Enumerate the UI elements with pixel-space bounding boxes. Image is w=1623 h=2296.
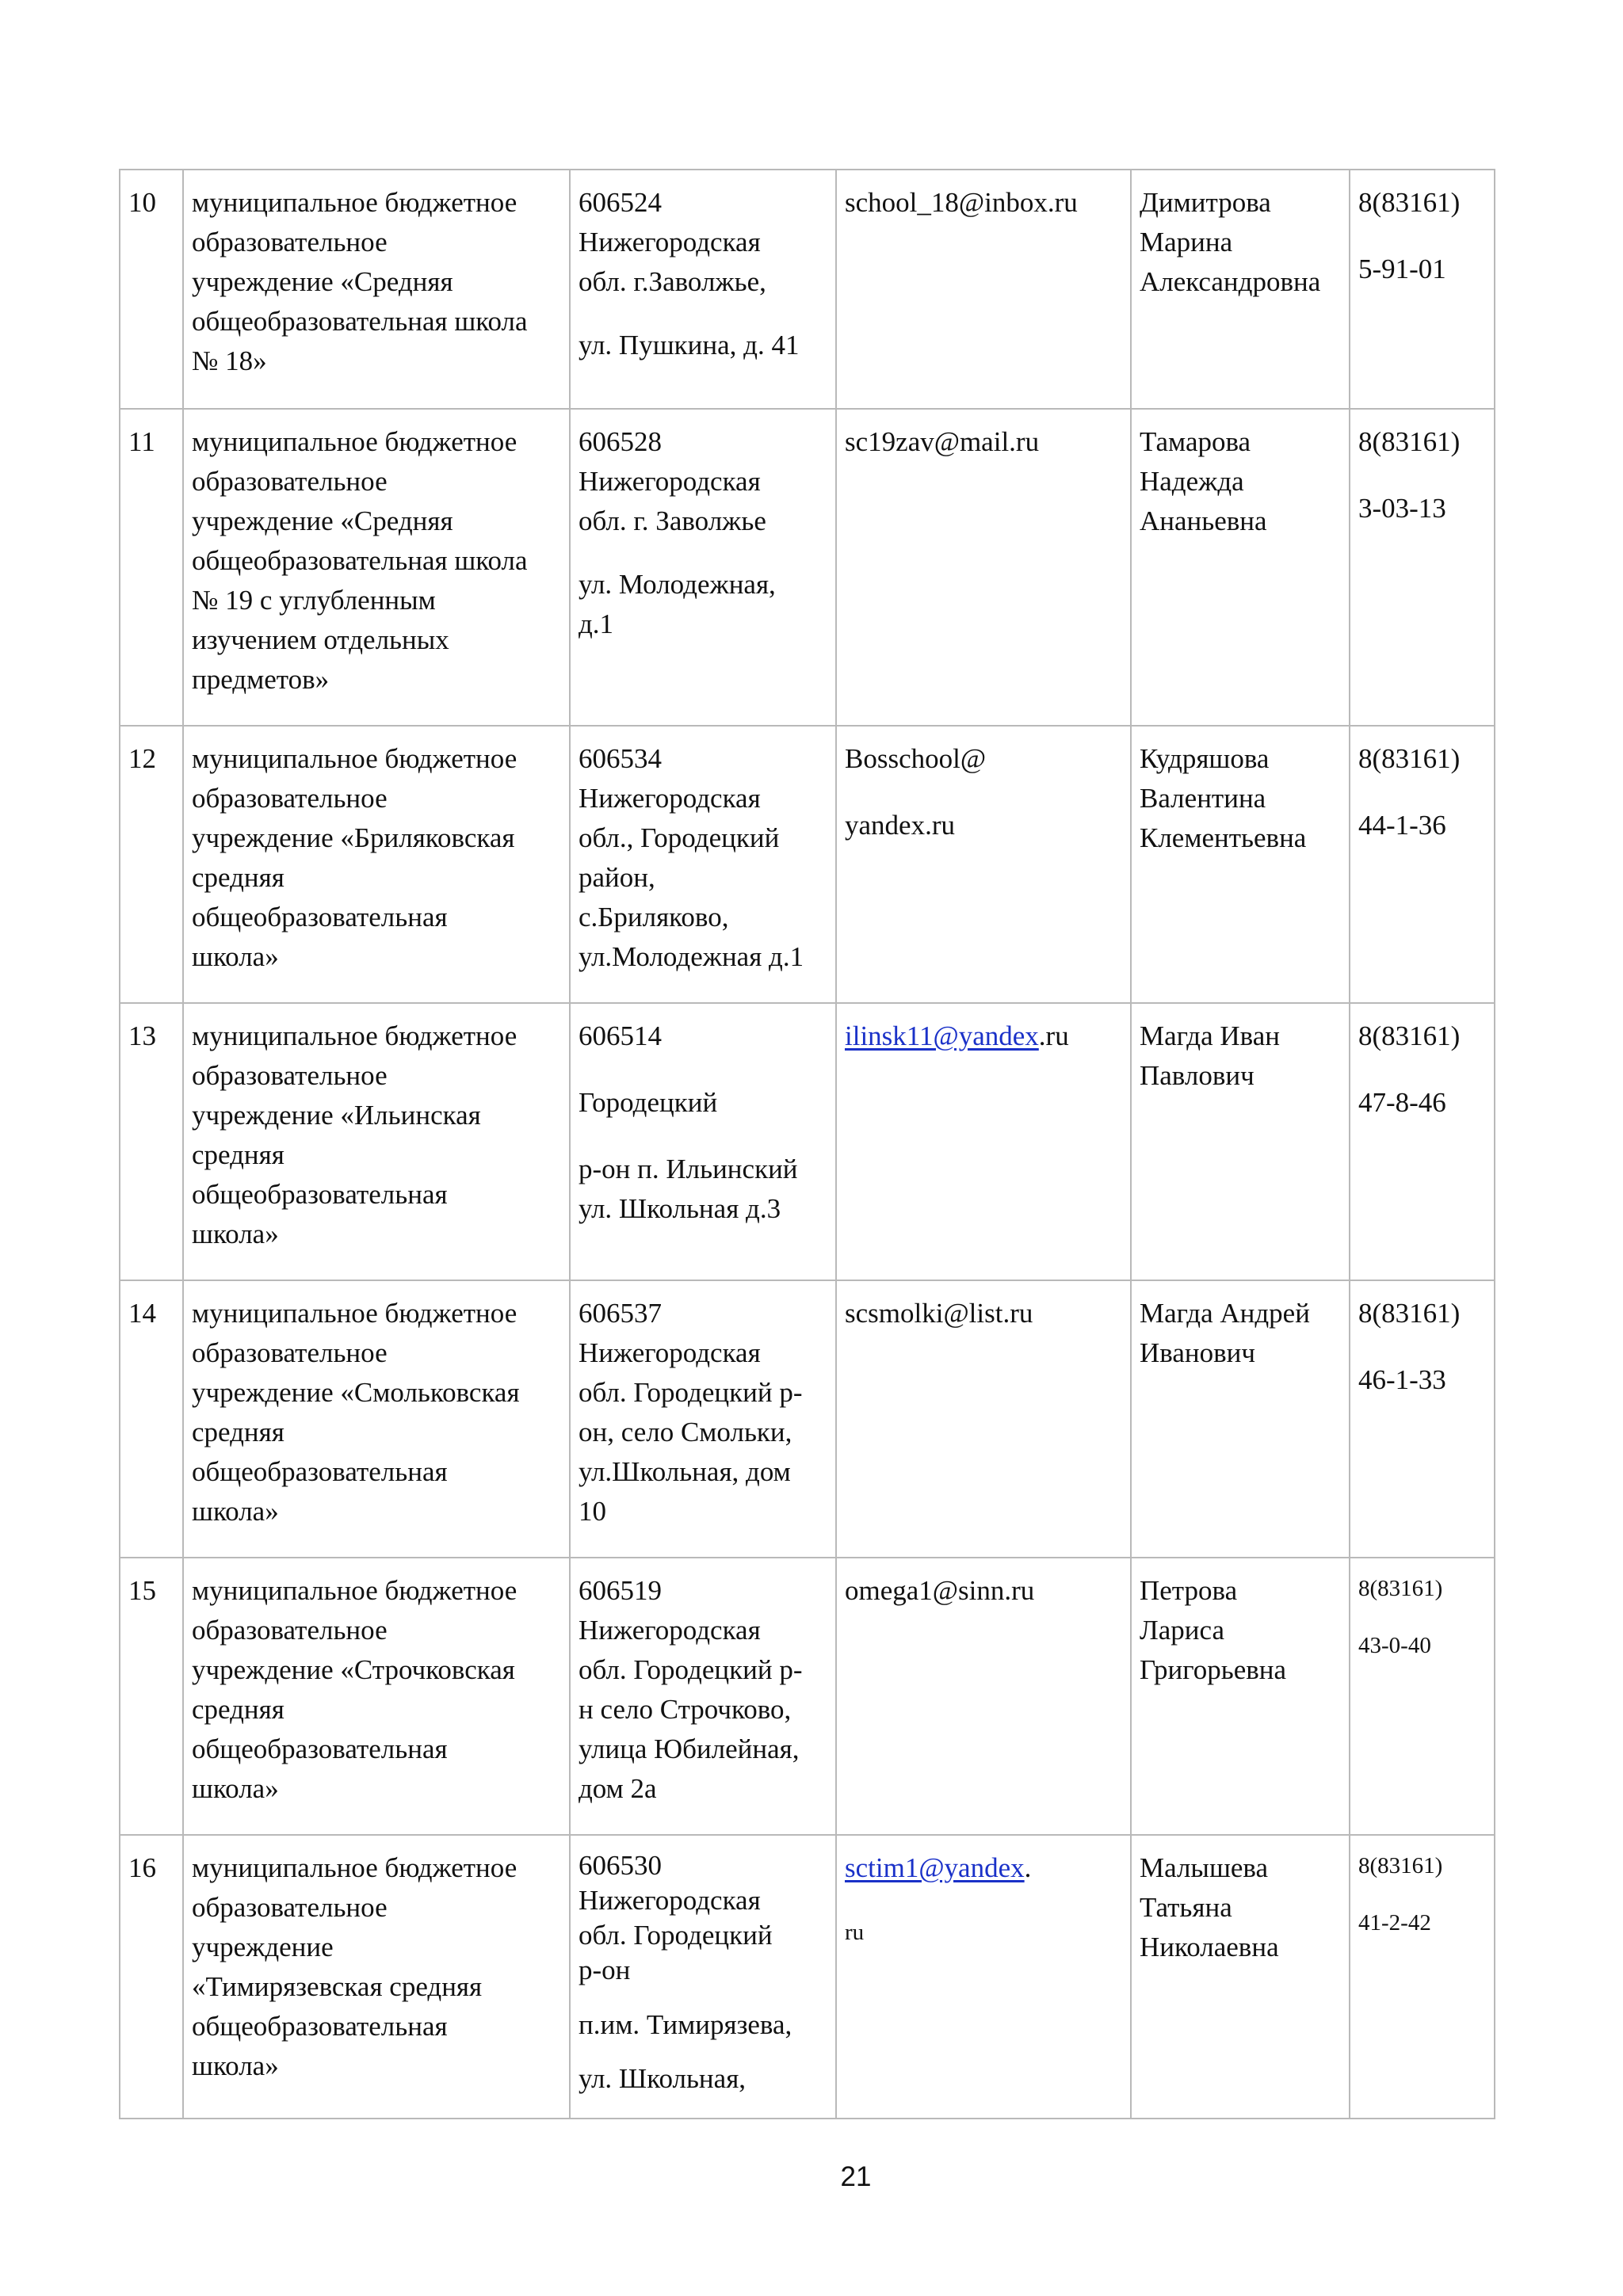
table-row [120, 1835, 1495, 2119]
row-number: 14 [120, 1280, 183, 1558]
school-name-cell: муниципальное бюджетное образовательное учреждение «Средняя общеобразовательная школа № 19 с углубленным изучением отдельных предметов» [183, 409, 570, 726]
row-number: 11 [120, 409, 183, 726]
phone-cell: 8(83161) 46-1-33 [1350, 1280, 1495, 1558]
school-name-cell: муниципальное бюджетное образовательное учреждение «Строчковская средняя общеобразовательная школа» [183, 1558, 570, 1835]
phone-cell: 8(83161) 47-8-46 [1350, 1003, 1495, 1280]
schools-table [119, 169, 1495, 2119]
phone-cell: 8(83161) 3-03-13 [1350, 409, 1495, 726]
address-cell: 606524 Нижегородская обл. г.Заволжье, ул. Пушкина, д. 41 [570, 170, 836, 409]
director-cell: Малышева Татьяна Николаевна [1131, 1835, 1350, 2119]
address-cell: 606519 Нижегородская обл. Городецкий р- н село Строчково, улица Юбилейная, дом 2а [570, 1558, 836, 1835]
director-cell: Тамарова Надежда Ананьевна [1131, 409, 1350, 726]
table-row [120, 170, 1495, 409]
email-cell: ilinsk11@yandex.ru [836, 1003, 1131, 1280]
phone-cell: 8(83161) 41-2-42 [1350, 1835, 1495, 2119]
email-cell: sctim1@yandex. ru [836, 1835, 1131, 2119]
table-row [120, 409, 1495, 726]
director-cell: Кудряшова Валентина Клементьевна [1131, 726, 1350, 1003]
address-cell: 606530 Нижегородская обл. Городецкий р-он п.им. Тимирязева, ул. Школьная, [570, 1835, 836, 2119]
school-name-cell: муниципальное бюджетное образовательное учреждение «Бриляковская средняя общеобразовательная школа» [183, 726, 570, 1003]
table-row [120, 1558, 1495, 1835]
school-name-cell: муниципальное бюджетное образовательное учреждение «Средняя общеобразовательная школа № 18» [183, 170, 570, 409]
director-cell: Димитрова Марина Александровна [1131, 170, 1350, 409]
director-cell: Магда Иван Павлович [1131, 1003, 1350, 1280]
school-name-cell: муниципальное бюджетное образовательное учреждение «Ильинская средняя общеобразовательная школа» [183, 1003, 570, 1280]
row-number: 13 [120, 1003, 183, 1280]
phone-cell: 8(83161) 44-1-36 [1350, 726, 1495, 1003]
email-link[interactable]: ilinsk11@yandex [845, 1020, 1039, 1051]
school-name-cell: муниципальное бюджетное образовательное учреждение «Тимирязевская средняя общеобразовательная школа» [183, 1835, 570, 2119]
address-cell: 606537 Нижегородская обл. Городецкий р- он, село Смольки, ул.Школьная, дом 10 [570, 1280, 836, 1558]
address-cell: 606514 Городецкий р-он п. Ильинский ул. Школьная д.3 [570, 1003, 836, 1280]
email-cell: omega1@sinn.ru [836, 1558, 1131, 1835]
row-number: 12 [120, 726, 183, 1003]
director-cell: Магда Андрей Иванович [1131, 1280, 1350, 1558]
table-row [120, 1003, 1495, 1280]
table-row [120, 1280, 1495, 1558]
email-cell: scsmolki@list.ru [836, 1280, 1131, 1558]
email-link[interactable]: sctim1@yandex [845, 1852, 1025, 1883]
email-cell: Bosschool@ yandex.ru [836, 726, 1131, 1003]
director-cell: Петрова Лариса Григорьевна [1131, 1558, 1350, 1835]
table-row [120, 726, 1495, 1003]
page-number: 21 [840, 2161, 872, 2192]
row-number: 15 [120, 1558, 183, 1835]
email-cell: sc19zav@mail.ru [836, 409, 1131, 726]
row-number: 10 [120, 170, 183, 409]
phone-cell: 8(83161) 5-91-01 [1350, 170, 1495, 409]
address-cell: 606528 Нижегородская обл. г. Заволжье ул. Молодежная, д.1 [570, 409, 836, 726]
address-cell: 606534 Нижегородская обл., Городецкий район, с.Бриляково, ул.Молодежная д.1 [570, 726, 836, 1003]
school-name-cell: муниципальное бюджетное образовательное учреждение «Смольковская средняя общеобразовательная школа» [183, 1280, 570, 1558]
row-number: 16 [120, 1835, 183, 2119]
phone-cell: 8(83161) 43-0-40 [1350, 1558, 1495, 1835]
email-cell: school_18@inbox.ru [836, 170, 1131, 409]
